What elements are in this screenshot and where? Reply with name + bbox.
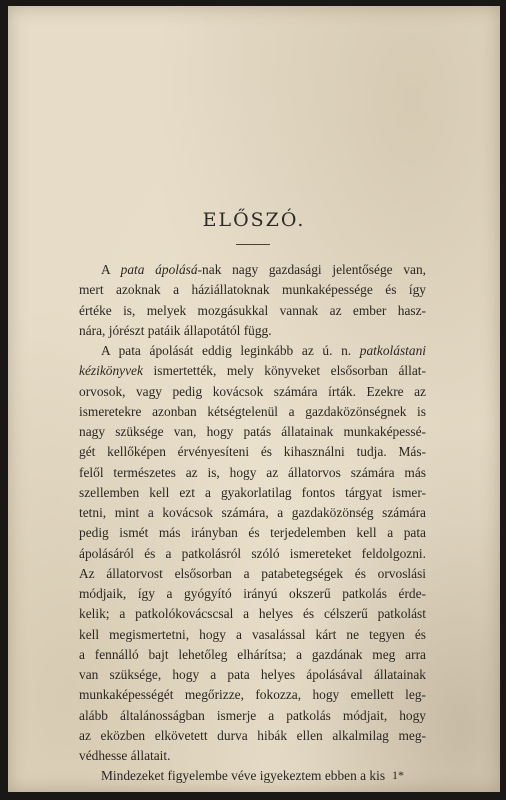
text-line: az eközben elkövetett durva hibák ellen alkalmilag meg- xyxy=(79,727,426,743)
book-page xyxy=(8,6,500,792)
text-line: védhesse állatait. xyxy=(79,748,171,763)
text-line: felől természetes az is, hogy az állatorvos számára más xyxy=(79,464,426,480)
text-line: kézikönyvek ismertették, mely könyveket elsősorban állat- xyxy=(79,363,426,379)
text-line: a fennálló bajt lehetőleg elhárítsa; a gazdának meg arra xyxy=(79,646,426,662)
text-line: szellemben kell ezt a gyakorlatilag fontos tárgyat ismer- xyxy=(79,484,426,500)
text-line: van szüksége, hogy a pata helyes ápolásával állatainak xyxy=(79,667,426,682)
page-title: ELŐSZÓ. xyxy=(202,209,306,231)
text-line: értéke is, melyek mozgásukkal vannak az ember hasz- xyxy=(79,302,426,318)
text-line: kelik; a patkolókovácscsal a helyes és célszerű patkolást xyxy=(79,606,426,622)
text-line: pedig ismét más irányban és terjedelemben kell a pata xyxy=(79,525,426,541)
text-line: A pata ápolásá-nak nagy gazdasági jelentősége van, xyxy=(101,262,426,277)
text-line: Mindezeket figyelembe véve igyekeztem ebben a kis xyxy=(101,768,386,784)
text-line: orvosok, vagy pedig kovácsok számára írták. Ezekre az xyxy=(79,383,426,399)
text-line: A pata ápolását eddig leginkább az ú. n. patkolástani xyxy=(101,343,426,358)
text-line: nagy szüksége van, hogy patás állatainak munkaképessé- xyxy=(79,424,426,439)
body-text xyxy=(79,260,426,787)
text-line: alább általánosságban ismerje a patkolás módjait, hogy xyxy=(79,707,426,723)
text-line: ismeretekre azonban kétségtelenül a gazdaközönségnek is xyxy=(79,403,426,419)
text-line: módjaik, így a gyógyító irányú okszerű patkolás érde- xyxy=(79,586,426,601)
text-line: tetni, mint a kovácsok számára, a gazdaközönség számára xyxy=(79,505,426,520)
text-line: munkaképességét megőrizze, fokozza, hogy emellett leg- xyxy=(79,687,426,703)
text-line: nára, jórészt patáik állapotától függ. xyxy=(79,322,272,338)
signature-mark: 1* xyxy=(392,768,404,782)
text-line: kell megismertetni, hogy a vasalással kárt ne tegyen és xyxy=(79,626,426,642)
text-line: ápolásáról és a patkolásról szóló ismereteket feldolgozni. xyxy=(79,545,426,561)
text-line: gét kellőképen érvényesíteni és kihasználni tudja. Más- xyxy=(79,444,426,460)
title-rule xyxy=(236,244,270,245)
text-line: mert azoknak a háziállatoknak munkaképessége és így xyxy=(79,282,426,298)
text-line: Az állatorvost elsősorban a patabetegségek és orvoslási xyxy=(79,565,426,581)
